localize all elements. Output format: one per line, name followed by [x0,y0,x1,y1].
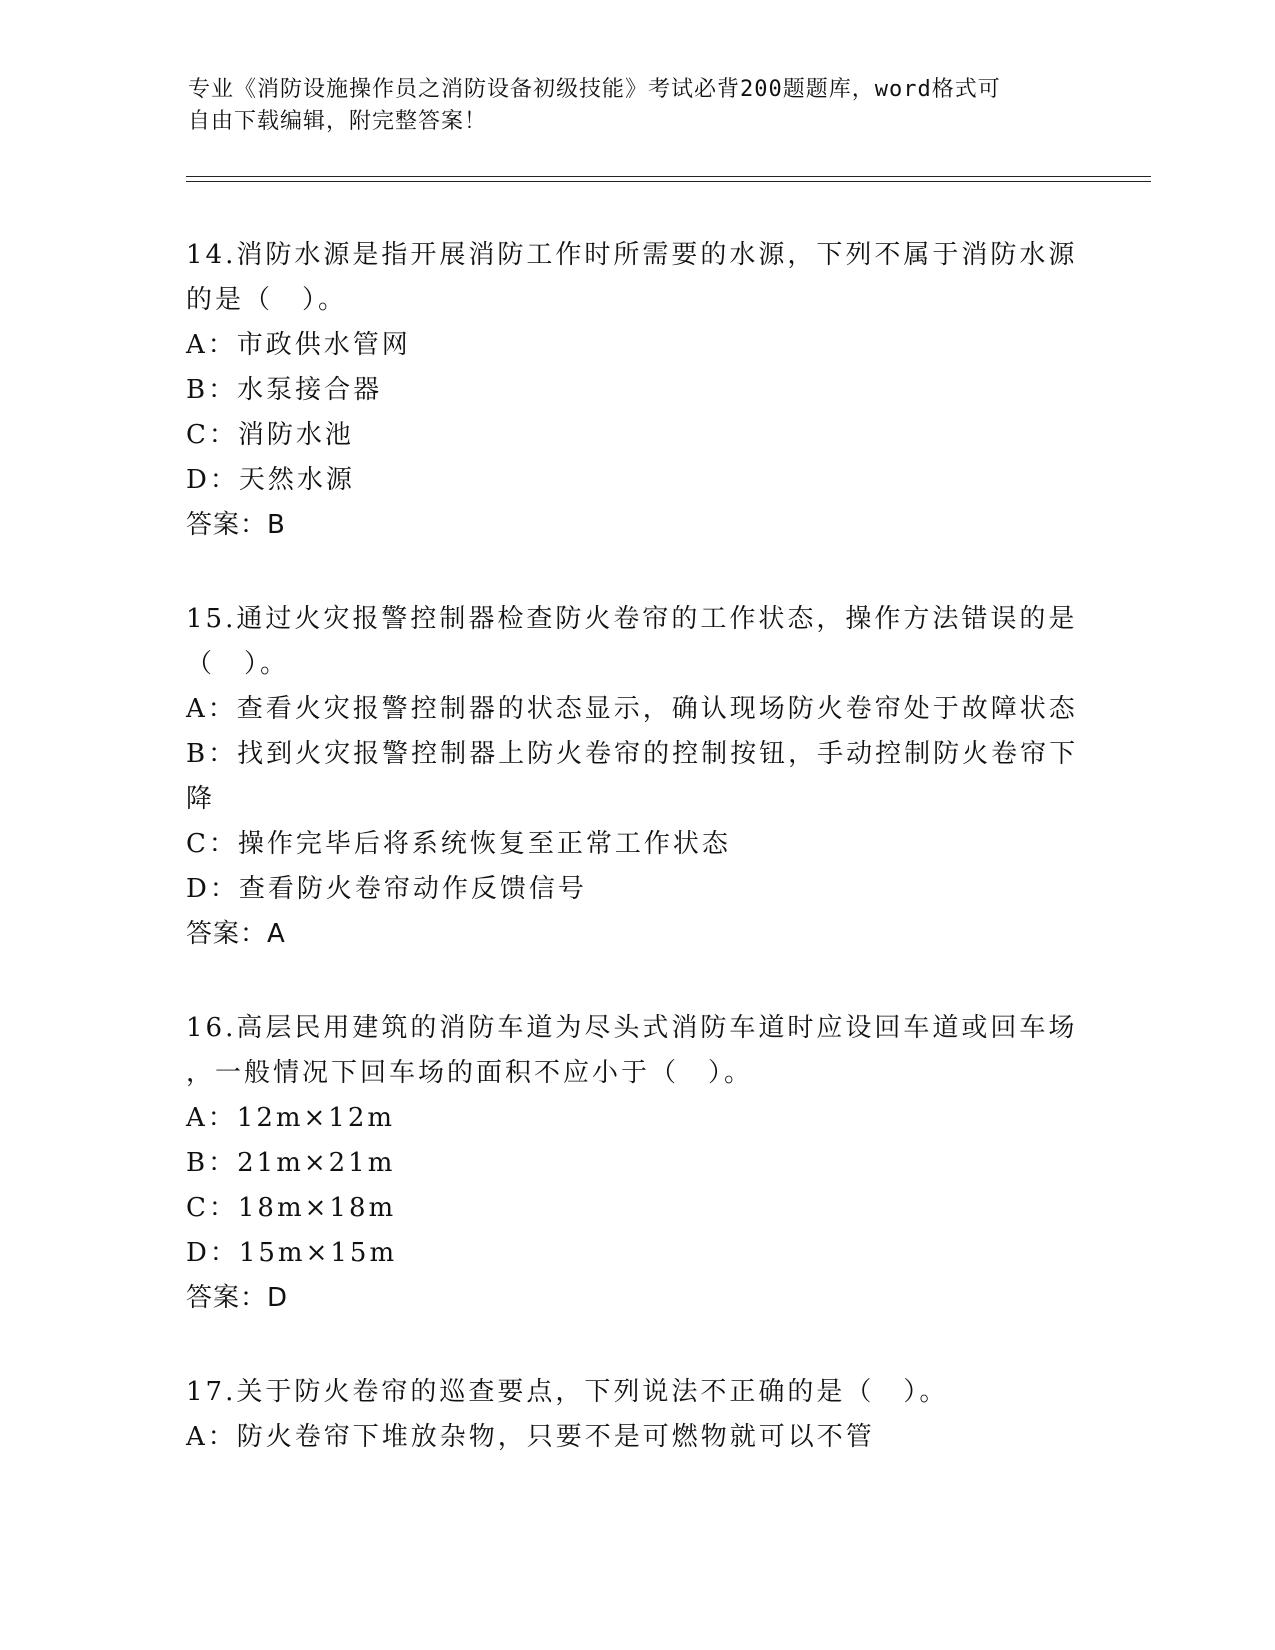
option-b: B：水泵接合器 [186,375,383,405]
question-stem: 14.消防水源是指开展消防工作时所需要的水源，下列不属于消防水源 [186,240,1078,270]
answer: 答案：D [186,1283,289,1313]
question-14 [186,233,1086,548]
question-stem: 15.通过火灾报警控制器检查防火卷帘的工作状态，操作方法错误的是 [186,604,1078,634]
option-b-continued: 降 [186,784,216,814]
option-a: A：防火卷帘下堆放杂物，只要不是可燃物就可以不管 [186,1422,875,1452]
question-stem: 16.高层民用建筑的消防车道为尽头式消防车道时应设回车道或回车场 [186,1013,1078,1043]
option-c: C：18m×18m [186,1193,397,1223]
option-a: A：市政供水管网 [186,330,411,360]
option-c: C：消防水池 [186,420,354,450]
question-stem: 17.关于防火卷帘的巡查要点，下列说法不正确的是（ ）。 [186,1377,949,1407]
header-divider-bottom [186,181,1151,182]
option-a: A：查看火灾报警控制器的状态显示，确认现场防火卷帘处于故障状态 [186,694,1078,724]
option-b: B：21m×21m [186,1148,396,1178]
question-17 [186,1370,1086,1460]
document-header [188,74,1078,138]
answer: 答案：B [186,510,286,540]
option-a: A：12m×12m [186,1103,396,1133]
header-line-1: 专业《消防设施操作员之消防设备初级技能》考试必背200题题库，word格式可 [188,77,1001,102]
question-stem-continued: （ ）。 [186,649,290,679]
option-d: D：15m×15m [186,1238,398,1268]
answer: 答案：A [186,919,286,949]
question-15 [186,597,1086,957]
option-c: C：操作完毕后将系统恢复至正常工作状态 [186,829,731,859]
option-d: D：查看防火卷帘动作反馈信号 [186,874,587,904]
option-d: D：天然水源 [186,465,355,495]
question-16 [186,1006,1086,1321]
question-stem-continued: 的是（ ）。 [186,285,348,315]
question-stem-continued: ，一般情况下回车场的面积不应小于（ ）。 [186,1058,754,1088]
header-divider-top [186,176,1151,177]
option-b: B：找到火灾报警控制器上防火卷帘的控制按钮，手动控制防火卷帘下 [186,739,1079,769]
header-line-2: 自由下载编辑，附完整答案！ [188,109,488,134]
